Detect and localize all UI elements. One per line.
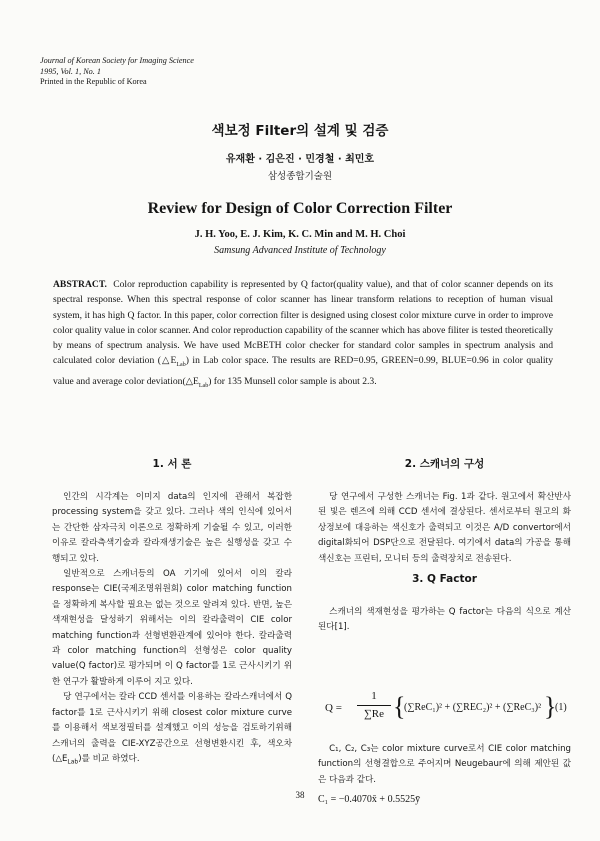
fraction-bar (357, 705, 391, 706)
journal-printed: Printed in the Republic of Korea (40, 77, 147, 86)
abstract-sub-2: Lab (198, 382, 209, 389)
english-authors: J. H. Yoo, E. J. Kim, K. C. Min and M. H. Choi (194, 229, 406, 240)
section-2-title: 2. 스캐너의 구성 (404, 458, 485, 470)
abstract-label: ABSTRACT. (53, 279, 107, 290)
korean-title: 색보정 Filter의 설계 및 검증 (211, 123, 389, 139)
english-title: Review for Design of Color Correction Filter (147, 200, 453, 217)
formula-lhs: Q = (325, 702, 342, 714)
journal-header (40, 56, 194, 88)
abstract (53, 277, 553, 394)
brace-open: { (393, 692, 406, 721)
s3-intro (318, 605, 571, 636)
s1-paragraph-3 (52, 690, 292, 770)
abstract-text: Color reproduction capability is represented by Q factor(quality value), and that of color scanner depends on its spectral response. When this spectral response of color scanner has linear transform relations to reception of human visual system, it has high Q factor. In this paper, color correction filter is designed using closest color mixture curve in order to improve color quality value in color scanner. And color reproduction capability of the scanner which has above filiter is tested theoretically by means of spectrum analysis. We have used McBETH color checker for standard color samples in spectrum analysis and calculated color deviation (△E (53, 279, 554, 367)
s1-p3-end: )를 비교 하였다. (78, 753, 140, 764)
brace-close: } (544, 692, 557, 721)
korean-authors: 유재환 · 김은진 · 민경철 · 최민호 (225, 154, 375, 165)
section-3-title: 3. Q Factor (412, 573, 477, 585)
s1-paragraph-1: 인간의 시각계는 이미지 data의 인지에 관해서 복잡한 processing system을 갖고 있다. 그러나 색의 인식에 있어서는 간단한 삼자극치 이론으로 정확하게 기술될 수 있고, 이러한 이유로 칼라측색기술과 칼라재생기술은 높은 실행성을 갖고 수행되고 있다. (52, 492, 292, 564)
s3-paragraph-1: 스캐너의 색재현성을 평가하는 Q factor는 다음의 식으로 계산된다[1]. (318, 607, 571, 633)
journal-volume: 1995, Vol. 1, No. 1 (40, 66, 101, 76)
s1-p3-text: 당 연구에서는 칼라 CCD 센서를 이용하는 칼라스캐너에서 Q factor를 1로 근사시키기 위해 closest color mixture curve를 이용해서 색보정필터를 설계했고 이의 성능을 검토하기위해 스캐너의 출력을 CIE-XYZ공간으로 선형변환시킨 후, 색오차(△E (52, 692, 292, 764)
abstract-text-3: ) for 135 Munsell color sample is about 2.3. (208, 375, 377, 387)
section-1-title: 1. 서 론 (152, 458, 192, 470)
journal-name: Journal of Korean Society for Imaging Science (40, 56, 194, 65)
formula-number: (1) (555, 702, 567, 713)
s3-paragraph-2: C₁, C₂, C₃는 color mixture curve로서 CIE color matching function의 선형결합으로 주어지며 Neugebaur에 의해 제안된 값은 다음과 같다. (318, 744, 571, 785)
abstract-text-2: ) in Lab color space. The results are RED=0.95, GREEN=0.99, BLUE=0.96 in color quality value and average color deviation(△E (53, 355, 553, 387)
right-column-s2 (318, 490, 571, 567)
korean-affiliation: 삼성종합기술원 (267, 171, 333, 182)
english-affiliation: Samsung Advanced Institute of Technology (214, 245, 386, 256)
page-number: 38 (295, 790, 305, 800)
formula-denominator: ∑Re (363, 708, 385, 720)
s1-paragraph-2: 일반적으로 스캐너등의 OA 기기에 있어서 이의 칼라 response는 CIE(국제조명위원회) color matching function을 정확하게 복사할 필요는 없는 것으로 알려져 있다. 반면, 높은 색재현성을 달성하기 위해서는 이의 칼라출력이 CIE color matching function과 선형변환관계에 있어야 한다. 칼라출력과 color matching function의 선형성은 color quality value(Q factor)로 평가되며 이 Q factor를 1로 근사시키기 위한 연구가 활발하게 이루어 지고 있다. (52, 569, 292, 687)
formula-numerator: 1 (371, 690, 377, 702)
s3-equation: C₁ = −0.4070x̄ + 0.5525ȳ (318, 794, 421, 806)
left-column (52, 490, 292, 770)
s2-paragraph-1: 당 연구에서 구성한 스캐너는 Fig. 1과 같다. 원고에서 확산반사된 빛은 렌즈에 의해 CCD 센서에 결상된다. 센서로부터 원고의 화상정보에 대응하는 색신호가 출력되고 이것은 A/D convertor에서 digital화되어 DSP단으로 전달된다. 여기에서 data의 가공을 통해 색신호는 프린터, 모니터 등의 출력장치로 전송된다. (318, 492, 571, 564)
q-factor-formula (317, 688, 577, 732)
abstract-sub-1: Lab (176, 362, 186, 369)
formula-body: (∑ReC₁)² + (∑REC₂)² + (∑ReC₃)² (404, 702, 542, 713)
s1-p3-sub: Lab (67, 758, 79, 766)
